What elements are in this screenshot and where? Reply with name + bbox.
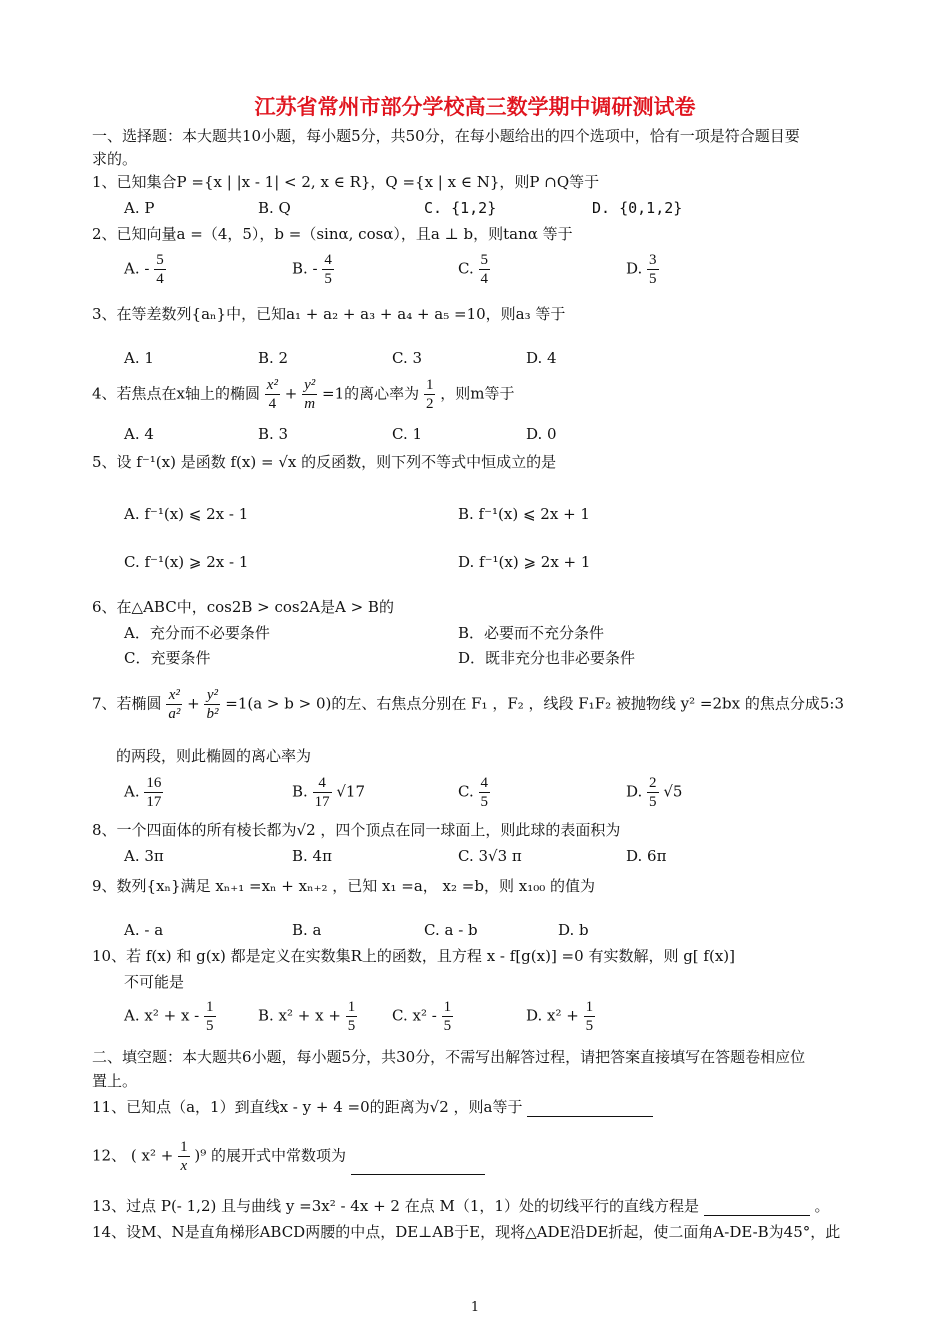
- q7-option-b: B. $\frac{4}{17}$ √17: [292, 775, 366, 810]
- q10-stem: 10、若 f(x) 和 g(x) 都是定义在实数集R上的函数，且方程 x - f[g(x)] =0 有实数解，则 g[ f(x)]: [92, 947, 735, 965]
- q14-stem: 14、设M、N是直角梯形ABCD两腰的中点，DE⊥AB于E，现将△ADE沿DE折起，使二面角A-DE-B为45°，此: [92, 1223, 841, 1241]
- q2-option-d: D. $\frac{3}{5}$: [626, 252, 657, 287]
- page-title: 江苏省常州市部分学校高三数学期中调研测试卷: [254, 94, 696, 119]
- q9-option-c: C. a - b: [424, 921, 478, 939]
- q2-d-fraction: $\frac{3}{5}$: [649, 252, 657, 287]
- q12-answer-blank[interactable]: [351, 1158, 485, 1175]
- q3-stem: 3、在等差数列{aₙ}中，已知a₁ + a₂ + a₃ + a₄ + a₅ =10，则a₃ 等于: [92, 305, 566, 323]
- q1-option-b: B. Q: [258, 199, 291, 217]
- q6-option-a: A．充分而不必要条件: [124, 624, 270, 642]
- q6-stem: 6、在△ABC中，cos2B > cos2A是A > B的: [92, 598, 394, 616]
- q11-stem: 11、已知点（a，1）到直线x - y + 4 =0的距离为√2 ，则a等于: [92, 1097, 653, 1117]
- q10-d-fraction: $\frac{1}{5}$: [585, 999, 594, 1034]
- q5-option-b: B. f⁻¹(x) ⩽ 2x + 1: [458, 505, 590, 523]
- q7-x-fraction: $\frac{\text{x²}}{\text{a²}}$: [168, 687, 181, 722]
- section1-heading: 一、选择题：本大题共10小题，每小题5分，共50分，在每小题给出的四个选项中，恰有一项是符合题目要: [92, 127, 800, 145]
- q7-y-fraction: $\frac{\text{y²}}{\text{b²}}$: [206, 687, 219, 722]
- q2-option-c: C. $\frac{5}{4}$: [458, 252, 488, 287]
- q1-stem: 1、已知集合P ={x | |x - 1| < 2, x ∈ R}，Q ={x | x ∈ N}，则P ∩Q等于: [92, 173, 600, 191]
- q11-answer-blank[interactable]: [527, 1100, 653, 1117]
- q10-b-fraction: $\frac{1}{5}$: [347, 999, 356, 1034]
- q2-option-a: A. - $\frac{5}{4}$: [124, 252, 164, 287]
- q13-stem: 13、过点 P(- 1,2) 且与曲线 y =3x² - 4x + 2 在点 M（1，1）处的切线平行的直线方程是 。: [92, 1197, 830, 1215]
- q10-option-d: D. x² + $\frac{1}{5}$: [526, 999, 594, 1034]
- q4-stem: 4、若焦点在x轴上的椭圆 $\frac{\text{x²}}{4}$ + $\frac{\text{y²}}{m}$ =1的离心率为 $\frac{1}{2}$ ，则m等于: [92, 377, 515, 412]
- q12-fraction: $\frac{1}{x}$: [180, 1139, 188, 1174]
- q7-option-a: A. $\frac{16}{17}$: [124, 775, 162, 810]
- q7-b-fraction: $\frac{4}{17}$: [314, 775, 330, 810]
- q9-option-b: B. a: [292, 921, 322, 939]
- page-number: 1: [470, 1300, 480, 1315]
- q1-option-d: D. {0,1,2}: [592, 199, 683, 217]
- q2-option-b: B. - $\frac{4}{5}$: [292, 252, 332, 287]
- q5-stem: 5、设 f⁻¹(x) 是函数 f(x) = √x 的反函数，则下列不等式中恒成立的是: [92, 453, 557, 471]
- q4-e-fraction: $\frac{1}{2}$: [425, 377, 434, 412]
- q8-stem: 8、一个四面体的所有棱长都为√2 ，四个顶点在同一球面上，则此球的表面积为: [92, 821, 621, 839]
- q7-option-d: D. $\frac{2}{5}$ √5: [626, 775, 683, 810]
- q10-stem-cont: 不可能是: [124, 973, 185, 991]
- q12-stem: 12、 ( x² + $\frac{1}{x}$ )⁹ 的展开式中常数项为: [92, 1138, 485, 1178]
- q7-c-fraction: $\frac{4}{5}$: [480, 775, 488, 810]
- q10-option-b: B. x² + x + $\frac{1}{5}$: [258, 999, 356, 1034]
- section2-heading: 二、填空题：本大题共6小题，每小题5分，共30分，不需写出解答过程，请把答案直接填写在答题卷相应位: [92, 1048, 806, 1066]
- q4-option-c: C. 1: [392, 425, 423, 443]
- q8-option-c: C. 3√3 π: [458, 847, 522, 865]
- q6-option-b: B．必要而不充分条件: [458, 624, 605, 642]
- q10-c-fraction: $\frac{1}{5}$: [443, 999, 452, 1034]
- q9-option-d: D. b: [558, 921, 589, 939]
- q4-option-d: D. 0: [526, 425, 557, 443]
- q6-option-d: D．既非充分也非必要条件: [458, 649, 636, 667]
- q2-c-fraction: $\frac{5}{4}$: [480, 252, 488, 287]
- q7-d-fraction: $\frac{2}{5}$: [649, 775, 657, 810]
- q2-stem: 2、已知向量a =（4，5），b =（sinα, cosα），且a ⊥ b，则tanα 等于: [92, 225, 573, 243]
- q5-option-d: D. f⁻¹(x) ⩾ 2x + 1: [458, 553, 591, 571]
- q5-option-c: C. f⁻¹(x) ⩾ 2x - 1: [124, 553, 249, 571]
- q3-option-d: D. 4: [526, 349, 557, 367]
- q10-a-fraction: $\frac{1}{5}$: [206, 999, 214, 1034]
- section1-heading-cont: 求的。: [92, 150, 138, 168]
- q4-option-b: B. 3: [258, 425, 289, 443]
- q4-y-fraction: $\frac{\text{y²}}{m}$: [304, 377, 316, 412]
- q5-option-a: A. f⁻¹(x) ⩽ 2x - 1: [124, 505, 249, 523]
- q9-stem: 9、数列{xₙ}满足 xₙ₊₁ =xₙ + xₙ₊₂ ，已知 x₁ =a， x₂ =b，则 x₁₀₀ 的值为: [92, 877, 595, 895]
- q7-a-fraction: $\frac{16}{17}$: [146, 775, 162, 810]
- q3-option-c: C. 3: [392, 349, 423, 367]
- q3-option-b: B. 2: [258, 349, 289, 367]
- q7-stem-cont: 的两段，则此椭圆的离心率为: [116, 747, 312, 765]
- q8-option-b: B. 4π: [292, 847, 332, 865]
- section2-heading-cont: 置上。: [92, 1072, 138, 1090]
- q10-option-c: C. x² - $\frac{1}{5}$: [392, 999, 452, 1034]
- q1-option-c: C. {1,2}: [424, 199, 497, 217]
- q6-option-c: C．充要条件: [124, 649, 211, 667]
- q2-a-fraction: $\frac{5}{4}$: [156, 252, 164, 287]
- q9-option-a: A. - a: [124, 921, 164, 939]
- q8-option-d: D. 6π: [626, 847, 667, 865]
- q7-option-c: C. $\frac{4}{5}$: [458, 775, 488, 810]
- q3-option-a: A. 1: [124, 349, 154, 367]
- q8-option-a: A. 3π: [124, 847, 164, 865]
- q13-answer-blank[interactable]: [704, 1199, 810, 1216]
- q4-x-fraction: $\frac{\text{x²}}{4}$: [266, 377, 278, 412]
- q2-b-fraction: $\frac{4}{5}$: [324, 252, 332, 287]
- q7-stem: 7、若椭圆 $\frac{\text{x²}}{\text{a²}}$ + $\frac{\text{y²}}{\text{b²}}$ =1(a > b > 0)的左、右焦点分别在 F₁ ，F₂ ，线段 F₁F₂ 被抛物线 y² =2bx 的焦点分成5:3: [92, 687, 844, 722]
- q10-option-a: A. x² + x - $\frac{1}{5}$: [124, 999, 214, 1034]
- q4-option-a: A. 4: [124, 425, 154, 443]
- q1-option-a: A. P: [124, 199, 155, 217]
